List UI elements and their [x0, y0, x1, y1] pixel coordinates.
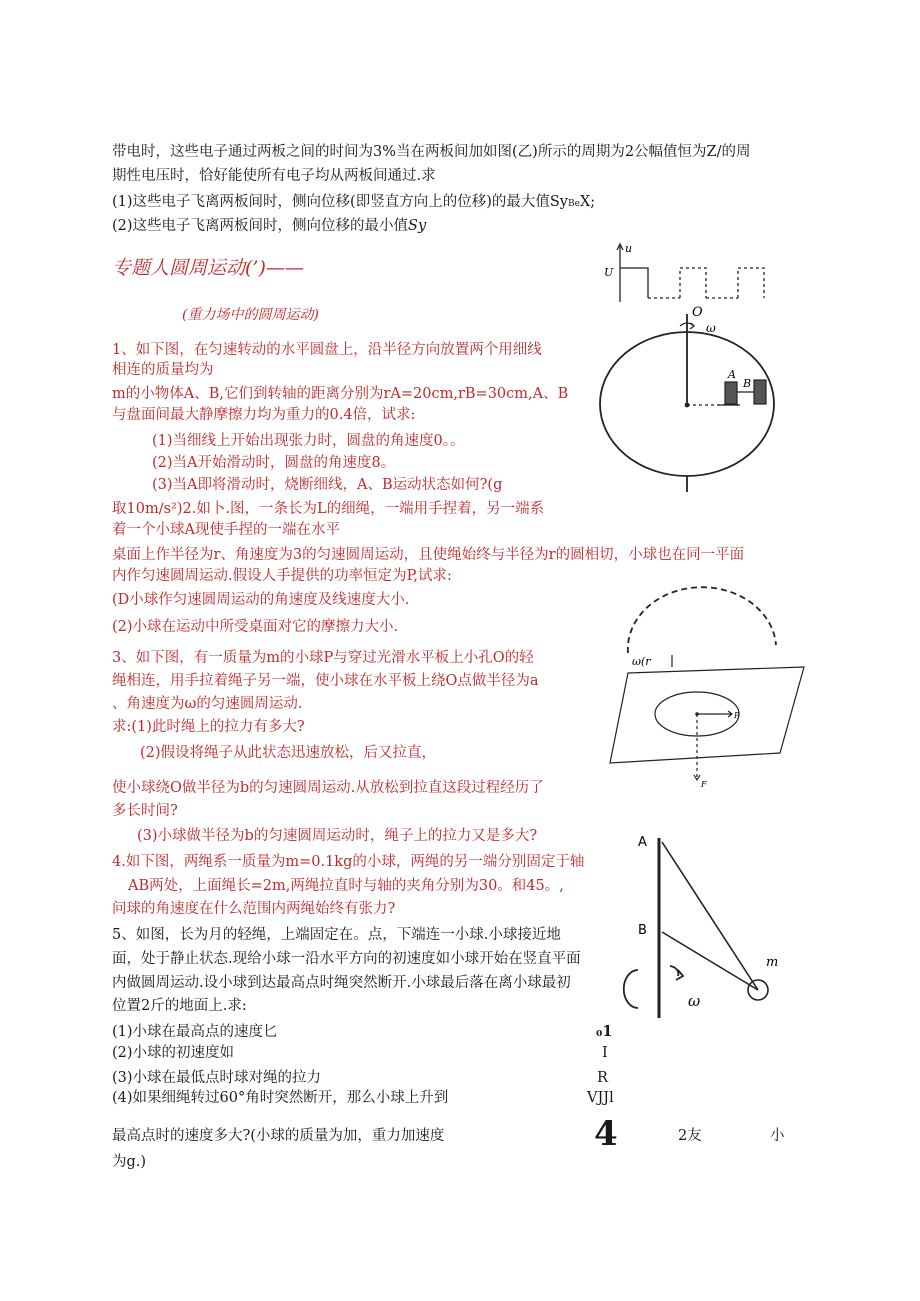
disk-block-b-label: B	[743, 377, 752, 390]
plane-omega-label: ω(r	[632, 655, 651, 668]
p1-line-3: m的小物体A、B,它们到转轴的距离分别为rA=20cm,rB=30cm,A、B	[112, 386, 569, 402]
p3-line-1: 3、如下图，有一质量为m的小球P与穿过光滑水平板上小孔O的轻	[112, 650, 534, 666]
p5-question-1: (1)小球在最高点的速度匕	[112, 1024, 278, 1040]
intro-question-2-symbol: Sy	[408, 218, 427, 234]
p3-line-2: 绳相连，用手拉着绳子另一端，使小球在水平板上绕O点做半径为a	[112, 673, 539, 689]
figure-horizontal-plane	[600, 575, 810, 789]
axis-point-a-label: A	[638, 835, 647, 850]
p1-line-4: 与盘面间最大静摩擦力均为重力的0.4倍，试求:	[112, 407, 416, 423]
disk-block-a-label: A	[728, 368, 736, 381]
p1-question-3-cont: 取10m∕s²)2.如卜.图，一条长为L的细绳，一端用手捏着，另一端系	[112, 501, 545, 517]
p1-line-1: 1、如下图，在匀速转动的水平圆盘上，沿半径方向放置两个用细线	[112, 342, 542, 358]
p5-margin-5: 4	[594, 1114, 618, 1154]
p3-line-3: 、角速度为ω的匀速圆周运动.	[112, 696, 303, 712]
p5-line-1: 5、如图，长为月的轻绳，上端固定在。点，下端连一小球.小球接近地	[112, 927, 561, 943]
p5-margin-3: R	[597, 1070, 608, 1086]
intro-question-1-text: (1)这些电子飞离两板间时，侧向位移(即竖直方向上的位移)的最大值Sy	[112, 194, 568, 210]
p5-line-4: 位置2斤的地面上.求:	[112, 998, 247, 1014]
axis-mass-label: m	[766, 955, 779, 970]
p5-margin-1: ₀1	[596, 1023, 613, 1040]
p5-question-4-cont: 最高点时的速度多大?(小球的质量为加，重力加速度	[112, 1128, 445, 1144]
p1-question-3-cont-2: 着一个小球A现使手捏的一端在水平	[112, 522, 340, 538]
disk-axis-label: O	[692, 305, 703, 320]
p1-line-2: 相连的质量均为	[112, 362, 214, 378]
p2-line-2: 内作匀速圆周运动.假设人手提供的功率恒定为P,试求:	[112, 568, 452, 584]
p2-question-1: (D小球作匀速圆周运动的角速度及线速度大小.	[112, 592, 410, 608]
figure-rotating-disk	[590, 300, 795, 495]
p5-margin-7: 小	[770, 1128, 785, 1144]
p4-line-1: 4.如下图，两绳系一质量为m=0.1kg的小球，两绳的另一端分别固定于轴	[112, 854, 585, 870]
p3-question-1: 求:(1)此时绳上的拉力有多大?	[112, 719, 305, 735]
p5-margin-2: I	[602, 1045, 608, 1061]
p4-line-2: AB两处，上面绳长=2m,两绳拉直时与轴的夹角分别为30。和45。,	[128, 878, 564, 894]
intro-question-1-tail: X;	[579, 194, 596, 210]
p5-question-4-cont-2: 为g.)	[112, 1154, 147, 1170]
p4-line-3: 问球的角速度在什么范围内两绳始终有张力?	[112, 901, 396, 917]
p2-line-1: 桌面上作半径为r、角速度为3的匀速圆周运动，且使绳始终与半径为r的圆相切，小球也在同一平面	[112, 547, 745, 563]
section-subtitle: (重力场中的圆周运动)	[182, 307, 319, 323]
p1-question-1: (1)当细线上开始出现张力时，圆盘的角速度0。。	[152, 433, 465, 449]
voltage-axis-label: u	[625, 242, 633, 255]
disk-omega-label: ω	[706, 321, 716, 335]
plane-ball-label: P	[734, 711, 740, 720]
p5-question-3: (3)小球在最低点时球对绳的拉力	[112, 1070, 322, 1086]
axis-omega-label: ω	[688, 992, 701, 1010]
p5-question-4: (4)如果细绳转过60°角时突然断开，那么小球上升到	[112, 1090, 449, 1106]
p3-question-2-cont-2: 多长时间?	[112, 803, 178, 819]
figure-two-strings-axis	[618, 820, 793, 1020]
p1-question-3: (3)当A即将滑动时，烧断细线，A、B运动状态如何?(g	[152, 477, 503, 493]
intro-line-1: 带电时，这些电子通过两板之间的时间为3%当在两板间加如图(乙)所示的周期为2公幅值恒为Z/的周	[112, 144, 751, 160]
p2-question-2: (2)小球在运动中所受桌面对它的摩擦力大小.	[112, 619, 399, 635]
p1-question-2: (2)当A开始滑动时，圆盘的角速度8。	[152, 455, 396, 471]
intro-question-1-sub: Be	[567, 199, 580, 209]
p5-margin-6: 2友	[678, 1128, 702, 1144]
intro-line-2: 期性电压时，恰好能使所有电子均从两板间通过.求	[112, 168, 436, 184]
p5-line-2: 面，处于静止状态.现给小球一沿水平方向的初速度如小球开始在竖直平面	[112, 951, 581, 967]
voltage-level-label: U	[604, 266, 614, 279]
intro-question-2-text: (2)这些电子飞离两板间时，侧向位移的最小值	[112, 218, 409, 234]
p5-line-3: 内做圆周运动.设小球到达最高点时绳突然断开.小球最后落在离小球最初	[112, 975, 571, 991]
p3-question-3: (3)小球做半径为b的匀速圆周运动时，绳子上的拉力又是多大?	[137, 828, 538, 844]
p3-question-2: (2)假设将绳子从此状态迅速放松，后又拉直，	[140, 745, 437, 761]
section-title: 专题人圆周运动(’)——	[112, 257, 304, 279]
figure-voltage-waveform	[598, 240, 778, 306]
p3-question-2-cont: 使小球绕O做半径为b的匀速圆周运动.从放松到拉直这段过程经历了	[112, 780, 544, 796]
p5-question-2: (2)小球的初速度如	[112, 1045, 235, 1061]
intro-question-1	[112, 192, 595, 214]
intro-question-2	[112, 216, 426, 236]
p5-margin-4: VJJl	[587, 1090, 614, 1106]
plane-force-label: F	[701, 780, 707, 789]
axis-point-b-label: B	[638, 923, 647, 938]
